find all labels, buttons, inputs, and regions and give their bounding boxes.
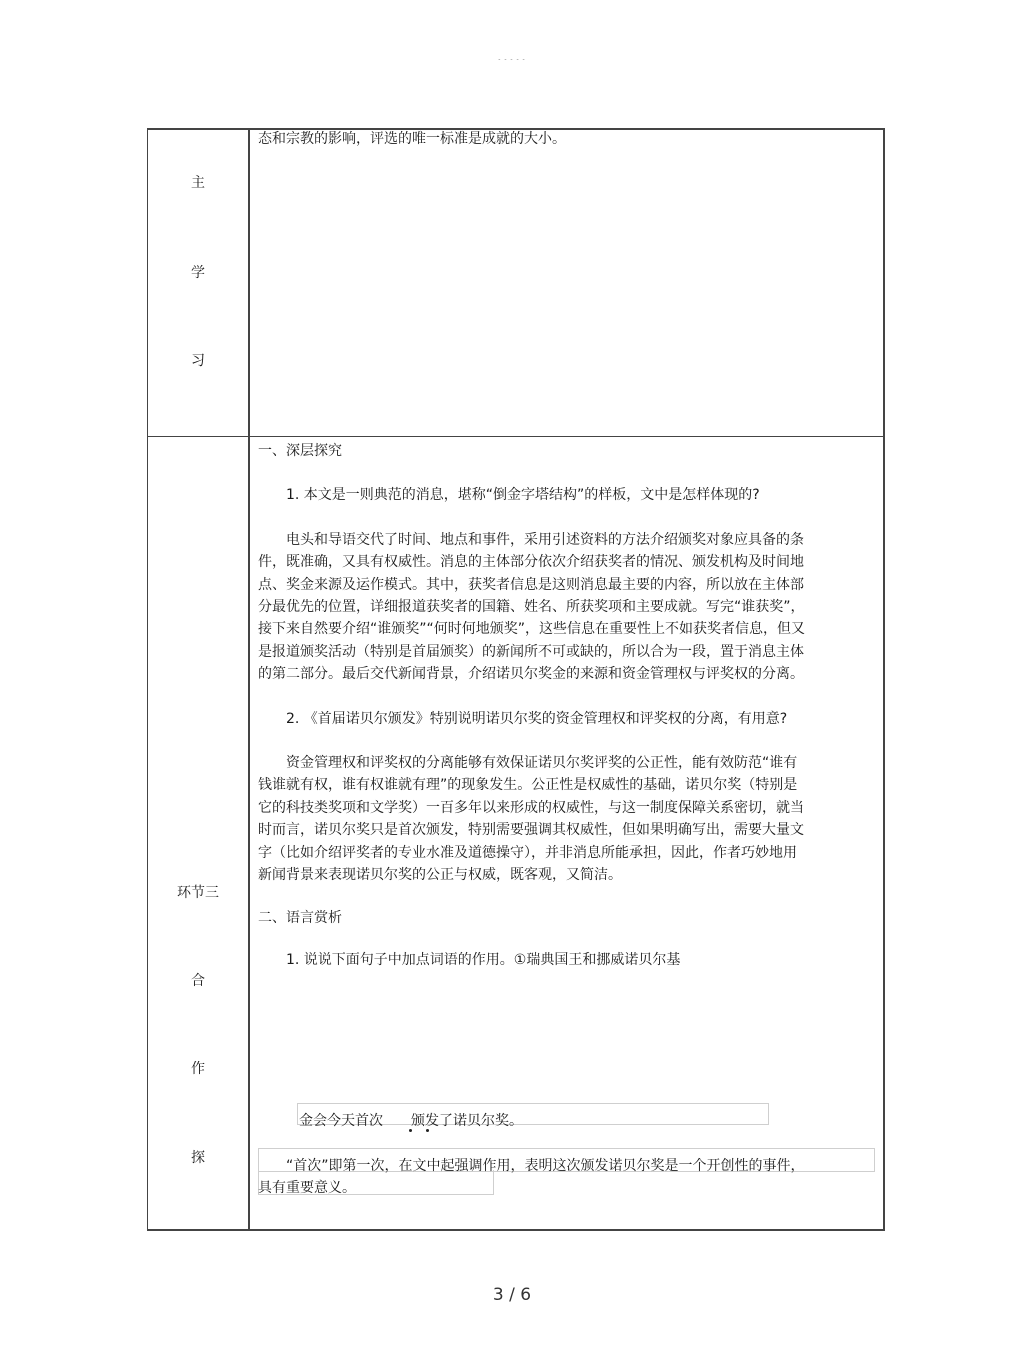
side-char: 习 bbox=[191, 353, 205, 369]
side-char: 主 bbox=[191, 175, 205, 191]
question-2: 2. 《首届诺贝尔颁发》特别说明诺贝尔奖的资金管理权和评奖权的分离，有用意? bbox=[286, 710, 788, 727]
side-char: 合 bbox=[191, 973, 205, 989]
header-mark: - - - - - bbox=[498, 56, 526, 63]
emphasis-dot bbox=[426, 1129, 429, 1132]
side-label: 环节三 bbox=[177, 885, 219, 901]
answer-3: “首次”即第一次，在文中起强调作用，表明这次颁发诺贝尔奖是一个开创性的事件，具有重要意义。 bbox=[258, 1158, 805, 1197]
side-char: 作 bbox=[191, 1061, 205, 1077]
answer-1: 电头和导语交代了时间、地点和事件，采用引述资料的方法介绍颁奖对象应具备的条件，既准确，又具有权威性。消息的主体部分依次介绍获奖者的情况、颁发机构及时间地点、奖金来源及运作模式。其中，获奖者信息是这则消息最主要的内容，所以放在主体部分最优先的位置，详细报道获奖者的国籍、姓名、所获奖项和主要成就。写完“谁获奖”，接下来自然要介绍“谁颁奖”“何时何地颁奖”，这些信息在重要性上不如获奖者信息，但又是报道颁奖活动（特别是首届颁奖）的新闻所不可或缺的，所以合为一段，置于消息主体的第二部分。最后交代新闻背景，介绍诺贝尔奖金的来源和资金管理权与评奖权的分离。 bbox=[258, 531, 806, 683]
question-1: 1. 本文是一则典范的消息，堪称“倒金字塔结构”的样板，文中是怎样体现的? bbox=[286, 487, 760, 504]
side-char: 学 bbox=[191, 265, 205, 281]
row2-content bbox=[258, 440, 810, 971]
question-3: 1. 说说下面句子中加点词语的作用。①瑞典国王和挪威诺贝尔基 bbox=[286, 951, 681, 968]
side-char: 探 bbox=[191, 1150, 205, 1166]
section1-title: 一、深层探究 bbox=[258, 443, 342, 459]
answer-2: 资金管理权和评奖权的分离能够有效保证诺贝尔奖评奖的公正性，能有效防范“谁有钱谁就有权，谁有权谁就有理”的现象发生。公正性是权威性的基础，诺贝尔奖（特别是它的科技类奖项和文学奖）一百多年以来形成的权威性，与这一制度保障关系密切，就当时而言，诺贝尔奖只是首次颁发，特别需要强调其权威性，但如果明确写出，需要大量文字（比如介绍评奖者的专业水准及道德操守），并非消息所能承担，因此，作者巧妙地用新闻背景来表现诺贝尔奖的公正与权威，既客观，又简洁。 bbox=[258, 755, 804, 884]
section2-title: 二、语言赏析 bbox=[258, 909, 342, 926]
page-number: 3 / 6 bbox=[492, 1285, 532, 1305]
question-3-continued: 金会今天首次 颁发了诺贝尔奖。 bbox=[299, 1113, 523, 1129]
emphasis-dot bbox=[409, 1129, 412, 1132]
row1-content bbox=[258, 128, 873, 150]
row1-text: 态和宗教的影响，评选的唯一标准是成就的大小。 bbox=[258, 131, 566, 147]
